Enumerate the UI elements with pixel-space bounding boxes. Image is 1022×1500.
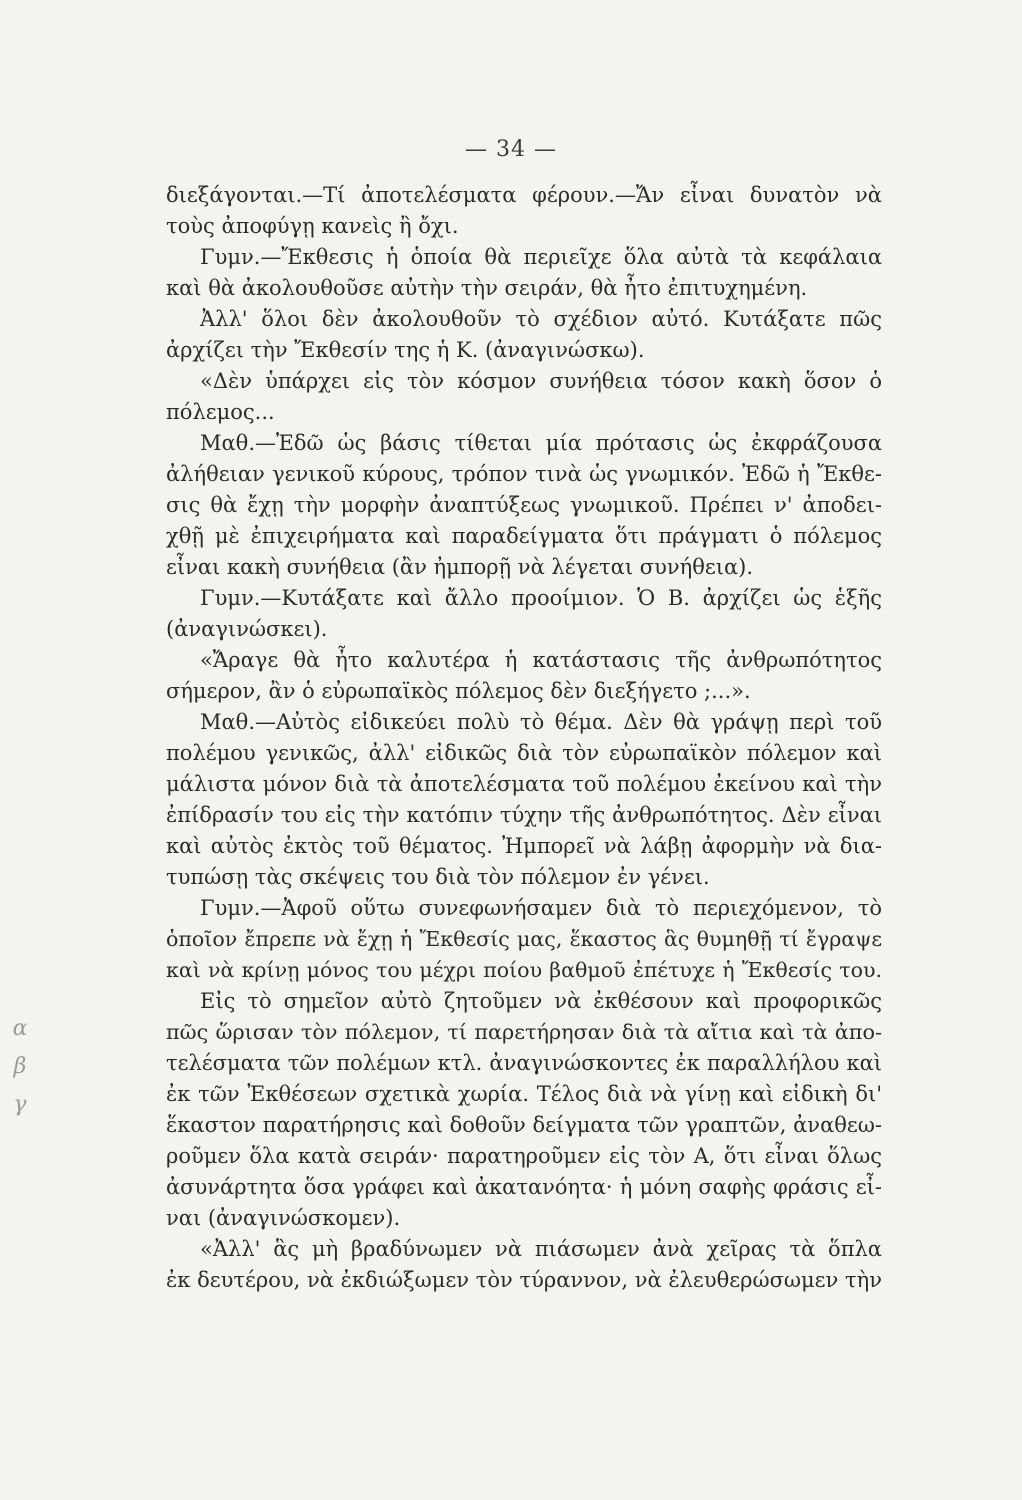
text-line: διεξάγονται.—Τί ἀποτελέσματα φέρουν.—Ἄν εἶναι δυνατὸν νὰ: [166, 183, 882, 207]
margin-note: γ: [13, 1092, 27, 1117]
text-line: ἐκ τῶν Ἐκθέσεων σχετικὰ χωρία. Τέλος διὰ νὰ γίνῃ καὶ εἰδικὴ δι': [166, 1082, 882, 1106]
body-text: [166, 180, 882, 1296]
text-line: σις θὰ ἔχῃ τὴν μορφὴν ἀναπτύξεως γνωμικοῦ. Πρέπει ν' ἀποδει-: [166, 493, 882, 517]
text-line: (ἀναγινώσκει).: [166, 617, 328, 641]
text-line: τοὺς ἀποφύγῃ κανεὶς ἢ ὄχι.: [166, 214, 459, 238]
text-line: Γυμν.—Ἔκθεσις ἡ ὁποία θὰ περιεῖχε ὅλα αὐτὰ τὰ κεφάλαια: [200, 245, 882, 269]
text-line: ναι (ἀναγινώσκομεν).: [166, 1206, 401, 1230]
text-line: ἀσυνάρτητα ὅσα γράφει καὶ ἀκατανόητα· ἡ μόνη σαφὴς φράσις εἶ-: [166, 1175, 882, 1199]
text-line: τελέσματα τῶν πολέμων κτλ. ἀναγινώσκοντες ἐκ παραλλήλου καὶ: [166, 1051, 882, 1075]
text-line: ἐκ δευτέρου, νὰ ἐκδιώξωμεν τὸν τύραννον, νὰ ἐλευθερώσωμεν τὴν: [166, 1268, 882, 1292]
margin-note: α: [12, 1016, 28, 1041]
page-number: — 34 —: [465, 137, 557, 162]
text-line: «Ἀλλ' ἃς μὴ βραδύνωμεν νὰ πιάσωμεν ἀνὰ χεῖρας τὰ ὅπλα: [200, 1237, 882, 1261]
text-line: Μαθ.—Αὐτὸς εἰδικεύει πολὺ τὸ θέμα. Δὲν θὰ γράψῃ περὶ τοῦ: [200, 710, 882, 734]
text-line: ἀρχίζει τὴν Ἔκθεσίν της ἡ Κ. (ἀναγινώσκω).: [166, 338, 645, 362]
text-line: ροῦμεν ὅλα κατὰ σειράν· παρατηροῦμεν εἰς τὸν Α, ὅτι εἶναι ὅλως: [166, 1144, 882, 1168]
text-line: καὶ νὰ κρίνῃ μόνος του μέχρι ποίου βαθμοῦ ἐπέτυχε ἡ Ἔκθεσίς του.: [166, 958, 882, 982]
text-line: χθῇ μὲ ἐπιχειρήματα καὶ παραδείγματα ὅτι πράγματι ὁ πόλεμος: [166, 524, 882, 548]
text-line: Μαθ.—Ἐδῶ ὡς βάσις τίθεται μία πρότασις ὡς ἐκφράζουσα: [200, 431, 882, 455]
text-line: Εἰς τὸ σημεῖον αὐτὸ ζητοῦμεν νὰ ἐκθέσουν καὶ προφορικῶς: [200, 989, 882, 1013]
text-line: Γυμν.—Κυτάξατε καὶ ἄλλο προοίμιον. Ὁ Β. ἀρχίζει ὡς ἑξῆς: [200, 586, 882, 610]
text-line: σήμερον, ἂν ὁ εὐρωπαϊκὸς πόλεμος δὲν διεξήγετο ;...».: [166, 679, 751, 703]
text-line: εἶναι κακὴ συνήθεια (ἂν ἠμπορῇ νὰ λέγεται συνήθεια).: [166, 555, 754, 579]
text-line: πῶς ὥρισαν τὸν πόλεμον, τί παρετήρησαν διὰ τὰ αἴτια καὶ τὰ ἀπο-: [166, 1020, 882, 1044]
text-line: ἐπίδρασίν του εἰς τὴν κατόπιν τύχην τῆς ἀνθρωπότητος. Δὲν εἶναι: [166, 803, 882, 827]
text-line: καὶ θὰ ἀκολουθοῦσε αὐτὴν τὴν σειράν, θὰ ἦτο ἐπιτυχημένη.: [166, 276, 808, 300]
text-line: Γυμν.—Ἀφοῦ οὕτω συνεφωνήσαμεν διὰ τὸ περιεχόμενον, τὸ: [200, 896, 882, 920]
text-line: πόλεμος...: [166, 400, 275, 424]
margin-annotations: [0, 1010, 40, 1124]
text-line: τυπώσῃ τὰς σκέψεις του διὰ τὸν πόλεμον ἐν γένει.: [166, 865, 710, 889]
text-line: ὁποῖον ἔπρεπε νὰ ἔχῃ ἡ Ἔκθεσίς μας, ἕκαστος ἃς θυμηθῇ τί ἔγραψε: [166, 927, 882, 951]
margin-note: β: [13, 1054, 27, 1079]
text-line: «Δὲν ὑπάρχει εἰς τὸν κόσμον συνήθεια τόσον κακὴ ὅσον ὁ: [200, 369, 882, 393]
text-line: «Ἄραγε θὰ ἦτο καλυτέρα ἡ κατάστασις τῆς ἀνθρωπότητος: [200, 648, 882, 672]
text-line: Ἀλλ' ὅλοι δὲν ἀκολουθοῦν τὸ σχέδιον αὐτό. Κυτάξατε πῶς: [200, 307, 882, 331]
text-line: ἕκαστον παρατήρησις καὶ δοθοῦν δείγματα τῶν γραπτῶν, ἀναθεω-: [166, 1113, 882, 1137]
text-line: πολέμου γενικῶς, ἀλλ' εἰδικῶς διὰ τὸν εὐρωπαϊκὸν πόλεμον καὶ: [166, 741, 882, 765]
text-line: καὶ αὐτὸς ἐκτὸς τοῦ θέματος. Ἠμπορεῖ νὰ λάβῃ ἀφορμὴν νὰ δια-: [166, 834, 882, 858]
text-line: μάλιστα μόνον διὰ τὰ ἀποτελέσματα τοῦ πολέμου ἐκείνου καὶ τὴν: [166, 772, 882, 796]
text-line: ἀλήθειαν γενικοῦ κύρους, τρόπον τινὰ ὡς γνωμικόν. Ἐδῶ ἡ Ἔκθε-: [166, 462, 882, 486]
